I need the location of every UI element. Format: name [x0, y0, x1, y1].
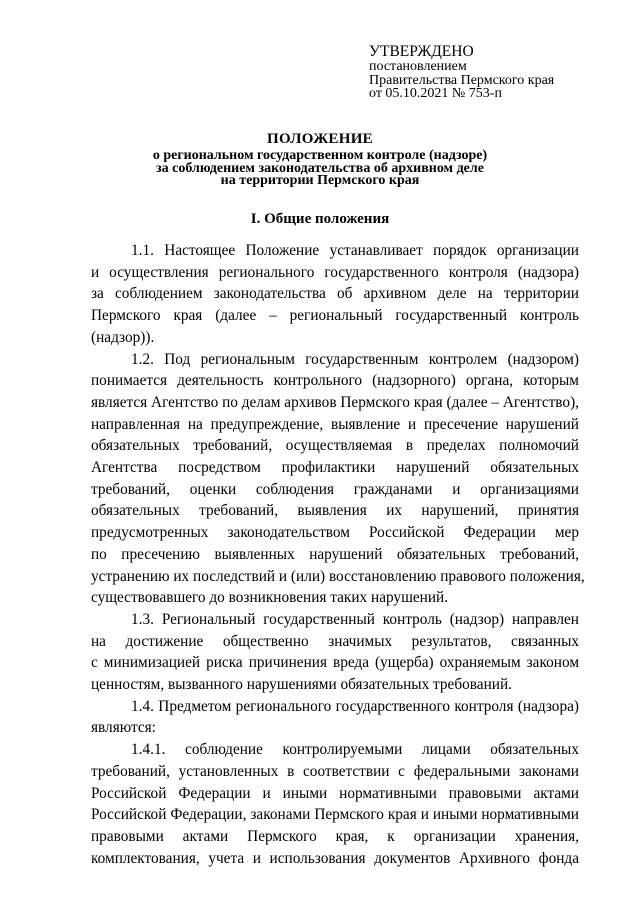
text-line: понимается деятельность контрольного (надзорного) органа, которым — [91, 372, 579, 390]
document-body — [91, 240, 585, 869]
text-line: (надзор)). — [91, 328, 155, 346]
section-heading: I. Общие положения — [250, 211, 390, 227]
text-line: ценностям, вызванного нарушениями обязательных требований. — [91, 676, 512, 694]
text-line: предусмотренных законодательством Российской Федерации мер — [91, 524, 579, 542]
text-line: комплектования, учета и использования документов Архивного фонда — [91, 849, 579, 867]
text-line: 1.3. Региональный государственный контроль (надзор) направлен — [131, 610, 579, 628]
text-line: Пермского края (далее – региональный государственный контроль — [91, 307, 579, 325]
text-line: Агентства посредством профилактики нарушений обязательных — [91, 459, 579, 477]
approval-heading: УТВЕРЖДЕНО — [369, 43, 474, 60]
text-line: направленная на предупреждение, выявление и пресечение нарушений — [91, 415, 579, 433]
subtitle-line: на территории Пермского края — [220, 173, 420, 188]
text-line: за соблюдением законодательства об архивном деле на территории — [91, 285, 579, 303]
text-line: требований, установленных в соответствии с федеральными законами — [91, 762, 579, 780]
document-subtitle — [0, 150, 640, 188]
paragraph-1-4 — [91, 696, 579, 739]
approval-date-number: от 05.10.2021 № 753-п — [369, 86, 502, 101]
text-line: 1.2. Под региональным государственным контролем (надзором) — [131, 350, 579, 368]
text-line: правовыми актами Пермского края, к организации хранения, — [91, 827, 579, 845]
approval-stamp — [369, 44, 554, 101]
text-line: 1.4. Предметом регионального государственного контроля (надзора) — [131, 697, 579, 715]
text-line: требований, оценки соблюдения гражданами и организациями — [91, 480, 579, 498]
text-line: Российской Федерации, законами Пермского края и иными нормативными — [91, 806, 579, 824]
text-line: существовавшего до возникновения таких нарушений. — [91, 589, 449, 607]
text-line: на достижение общественно значимых результатов, связанных — [91, 632, 579, 650]
text-line: 1.1. Настоящее Положение устанавливает порядок организации — [131, 242, 579, 259]
text-line: обязательных требований, осуществляемая в пределах полномочий — [91, 437, 579, 455]
text-line: Российской Федерации и иными нормативными правовыми актами — [91, 784, 579, 802]
text-line: и осуществления регионального государственного контроля (надзора) — [91, 263, 579, 281]
paragraph-1-2 — [91, 349, 585, 609]
text-line: обязательных требований, выявления их нарушений, принятия — [91, 502, 579, 520]
text-line: по пресечению выявленных нарушений обязательных требований, — [91, 545, 579, 563]
paragraph-1-1 — [91, 240, 579, 349]
approval-line: постановлением — [369, 59, 467, 74]
subtitle-line: о региональном государственном контроле (надзоре) — [152, 148, 488, 163]
paragraph-1-4-1 — [91, 739, 579, 869]
text-line: с минимизацией риска причинения вреда (ущерба) охраняемым законом — [91, 654, 579, 672]
text-line: являются: — [91, 719, 156, 737]
text-line: является Агентство по делам архивов Пермского края (далее – Агентство), — [91, 393, 579, 411]
subtitle-line: за соблюдением законодательства об архивном деле — [156, 160, 484, 176]
text-line: 1.4.1. соблюдение контролируемыми лицами обязательных — [131, 741, 579, 759]
approval-line: Правительства Пермского края — [369, 72, 555, 88]
paragraph-1-3 — [91, 609, 579, 696]
text-line: устранению их последствий и (или) восстановлению правового положения, — [91, 567, 585, 585]
document-title: ПОЛОЖЕНИЕ — [267, 131, 373, 147]
